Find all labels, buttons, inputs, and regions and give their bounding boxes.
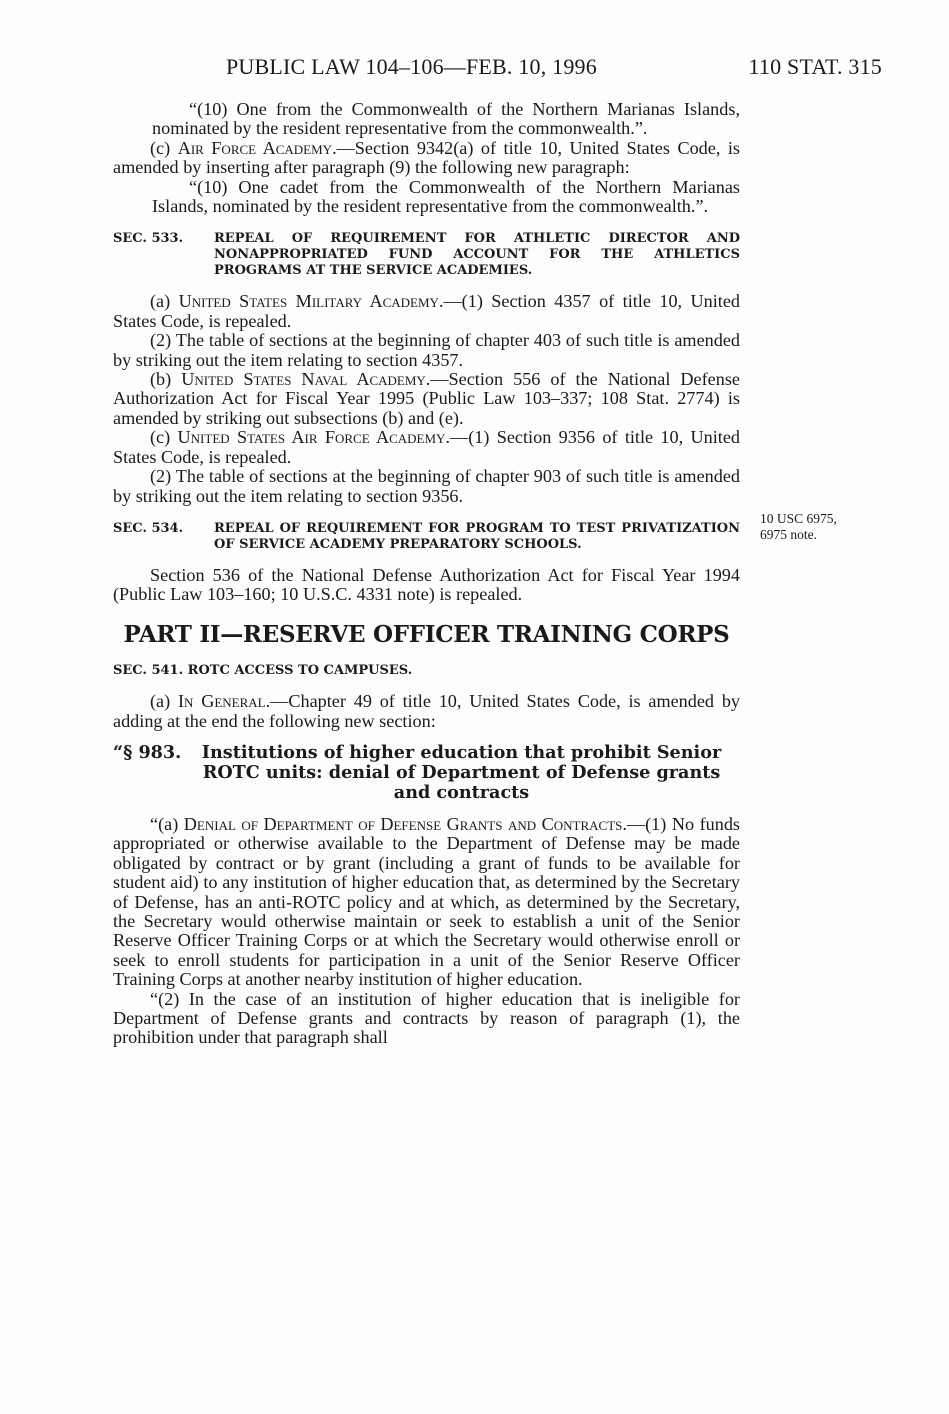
paragraph-533-b [113, 370, 740, 428]
para-label: (c) [150, 427, 178, 448]
para-text: .—(1) Section 4357 of title 10, United States Code, is repealed. [113, 291, 740, 331]
header-law-citation: PUBLIC LAW 104–106—FEB. 10, 1996 [226, 54, 597, 79]
para-heading: United States Military Academy [178, 291, 439, 312]
section-number: SEC. 533. [113, 231, 184, 247]
margin-note-line-2: 6975 note. [760, 527, 817, 542]
para-text: .—(1) Section 9356 of title 10, United States Code, is repealed. [113, 427, 741, 467]
usc-section-983-heading [113, 743, 740, 803]
section-symbol: “§ 983. [113, 741, 182, 763]
margin-note [760, 511, 880, 543]
margin-note-line-1: 10 USC 6975, [760, 511, 837, 526]
para-label: “(a) [150, 813, 184, 834]
para-heading: United States Naval Academy [181, 369, 426, 390]
part-heading: PART II—RESERVE OFFICER TRAINING CORPS [123, 620, 730, 648]
paragraph-naval-10: “(10) One from the Commonwealth of the Northern Marianas Islands, nominated by the resident representative from the commonwealth.”. [152, 99, 740, 139]
paragraph-541-a [113, 692, 740, 731]
running-header [226, 54, 882, 84]
section-title: REPEAL OF REQUIREMENT FOR ATHLETIC DIRECTOR AND NONAPPROPRIATED FUND ACCOUNT FOR THE ATHLETICS PROGRAMS AT THE SERVICE ACADEMIES. [214, 231, 740, 279]
section-541-heading: SEC. 541. ROTC ACCESS TO CAMPUSES. [113, 662, 413, 678]
paragraph-air-force-10: “(10) One cadet from the Commonwealth of the Northern Marianas Islands, nominated by the resident representative from the commonwealth.”. [152, 176, 740, 217]
paragraph-533-a-2: (2) The table of sections at the beginning of chapter 403 of such title is amended by striking out the item relating to section 4357. [113, 330, 740, 370]
section-533-heading [113, 231, 740, 279]
para-label: (c) [150, 137, 178, 158]
section-title: REPEAL OF REQUIREMENT FOR PROGRAM TO TEST PRIVATIZATION OF SERVICE ACADEMY PREPARATORY SCHOOLS. [214, 520, 740, 552]
para-text: .—Section 556 of the National Defense Authorization Act for Fiscal Year 1995 (Public Law 103–337; 108 Stat. 2774) is amended by striking out subsections (b) and (e). [113, 369, 740, 428]
para-label: (a) [150, 691, 178, 712]
para-heading: Denial of Department of Defense Grants and Contracts [183, 813, 623, 834]
para-text: .—(1) No funds appropriated or otherwise available to the Department of Defense may be made obligated by contract or by grant (including a grant of funds to be available for student aid) to any institution of higher education that, as determined by the Secretary of Defense, has an anti-ROTC policy and at which, as determined by the Secretary, the Secretary would otherwise maintain or seek to establish a unit of the Senior Reserve Officer Training Corps or at which the Secretary would otherwise enroll or seek to enroll students for participation in a unit of the Senior Reserve Officer Training Corps at another nearby institution of higher education. [113, 813, 740, 990]
paragraph-air-force-academy [113, 139, 740, 178]
header-stat-page: 110 STAT. 315 [748, 54, 882, 79]
para-label: (b) [150, 369, 182, 390]
section-number: SEC. 534. [113, 520, 184, 536]
para-text: .—Section 9342(a) of title 10, United States Code, is amended by inserting after paragraph (9) the following new paragraph: [113, 137, 741, 178]
para-heading: In General [177, 691, 266, 712]
para-heading: Air Force Academy [177, 137, 333, 158]
paragraph-534: Section 536 of the National Defense Authorization Act for Fiscal Year 1994 (Public Law 103–160; 10 U.S.C. 4331 note) is repealed. [113, 564, 740, 605]
paragraph-533-c [113, 428, 740, 467]
para-label: (a) [150, 291, 179, 312]
paragraph-533-a [113, 292, 740, 331]
paragraph-983-a-2: “(2) In the case of an institution of higher education that is ineligible for Department of Defense grants and contracts by reason of paragraph (1), the prohibition under that paragraph shall [113, 988, 740, 1048]
section-title: Institutions of higher education that prohibit Senior ROTC units: denial of Department of Defense grants and contracts [201, 741, 722, 803]
body-text [113, 100, 740, 1048]
para-text: .—Chapter 49 of title 10, United States Code, is amended by adding at the end the following new section: [113, 691, 741, 731]
para-heading: United States Air Force Academy [177, 427, 446, 448]
paragraph-983-a [113, 815, 740, 990]
paragraph-533-c-2: (2) The table of sections at the beginning of chapter 903 of such title is amended by striking out the item relating to section 9356. [113, 466, 740, 506]
section-534-heading [113, 521, 740, 553]
